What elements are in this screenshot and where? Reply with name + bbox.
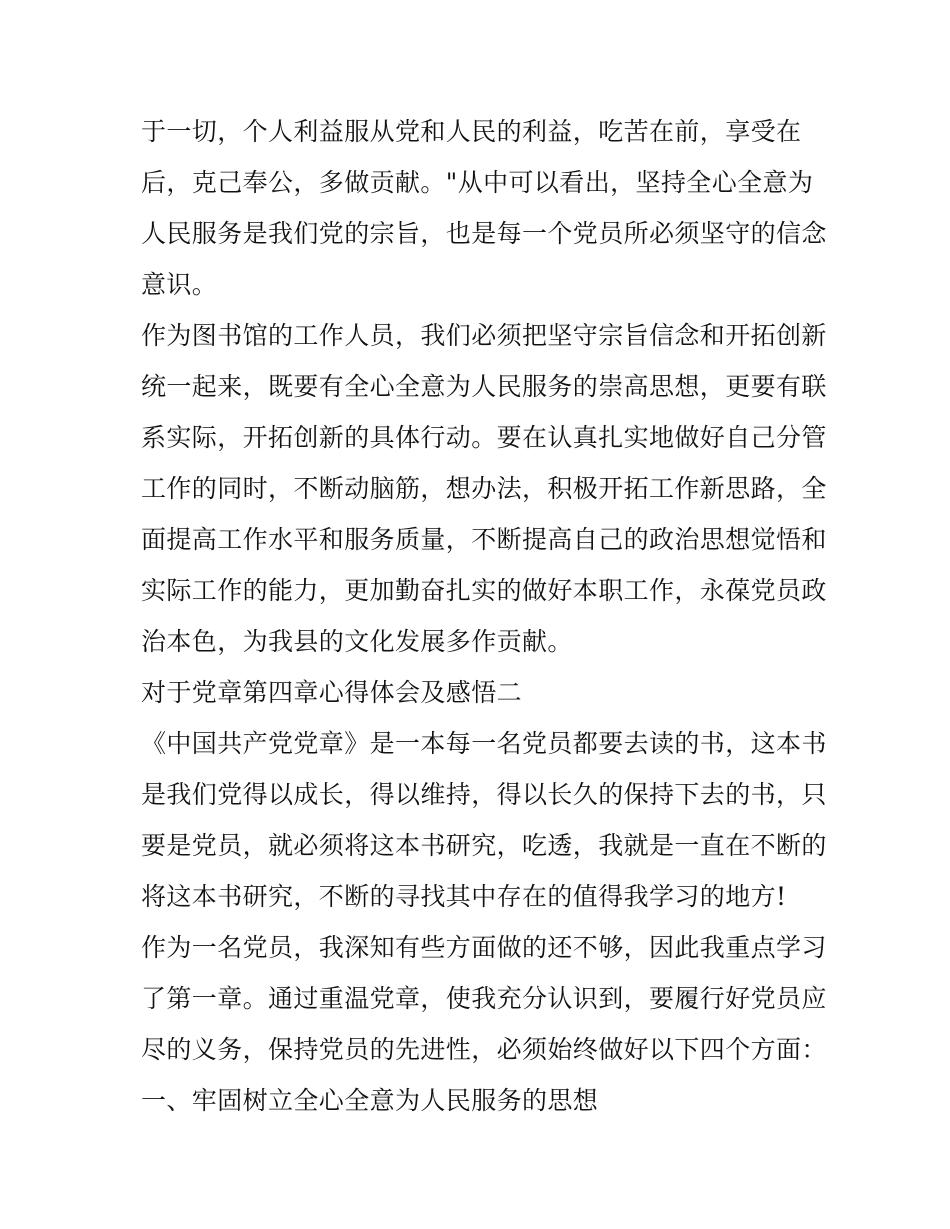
text-line: 作为一名党员，我深知有些方面做的还不够，因此我重点学习 — [141, 933, 827, 962]
text-line: 要是党员，就必须将这本书研究，吃透，我就是一直在不断的 — [141, 831, 827, 860]
subsection-heading: 一、牢固树立全心全意为人民服务的思想 — [141, 1086, 599, 1115]
text-line: 工作的同时，不断动脑筋，想办法，积极开拓工作新思路，全 — [141, 474, 827, 503]
text-line: 《中国共产党党章》是一本每一名党员都要去读的书，这本书 — [141, 729, 827, 758]
text-line: 尽的义务，保持党员的先进性，必须始终做好以下四个方面： — [141, 1035, 827, 1064]
text-line: 人民服务是我们党的宗旨，也是每一个党员所必须坚守的信念 — [141, 219, 827, 248]
text-line: 治本色，为我县的文化发展多作贡献。 — [141, 627, 573, 656]
text-line: 实际工作的能力，更加勤奋扎实的做好本职工作，永葆党员政 — [141, 576, 827, 605]
text-line: 系实际，开拓创新的具体行动。要在认真扎实地做好自己分管 — [141, 423, 827, 452]
section-heading: 对于党章第四章心得体会及感悟二 — [141, 678, 523, 707]
document-body — [141, 106, 827, 1126]
text-line: 是我们党得以成长，得以维持，得以长久的保持下去的书，只 — [141, 780, 827, 809]
text-line: 作为图书馆的工作人员，我们必须把坚守宗旨信念和开拓创新 — [141, 321, 827, 350]
text-line: 于一切，个人利益服从党和人民的利益，吃苦在前，享受在 — [141, 117, 802, 146]
text-line: 后，克己奉公，多做贡献。"从中可以看出，坚持全心全意为 — [141, 168, 814, 197]
text-line: 了第一章。通过重温党章，使我充分认识到，要履行好党员应 — [141, 984, 827, 1013]
text-line: 将这本书研究，不断的寻找其中存在的值得我学习的地方! — [141, 882, 787, 911]
text-line: 统一起来，既要有全心全意为人民服务的崇高思想，更要有联 — [141, 372, 827, 401]
text-line: 面提高工作水平和服务质量，不断提高自己的政治思想觉悟和 — [141, 525, 827, 554]
text-line: 意识。 — [141, 270, 218, 299]
